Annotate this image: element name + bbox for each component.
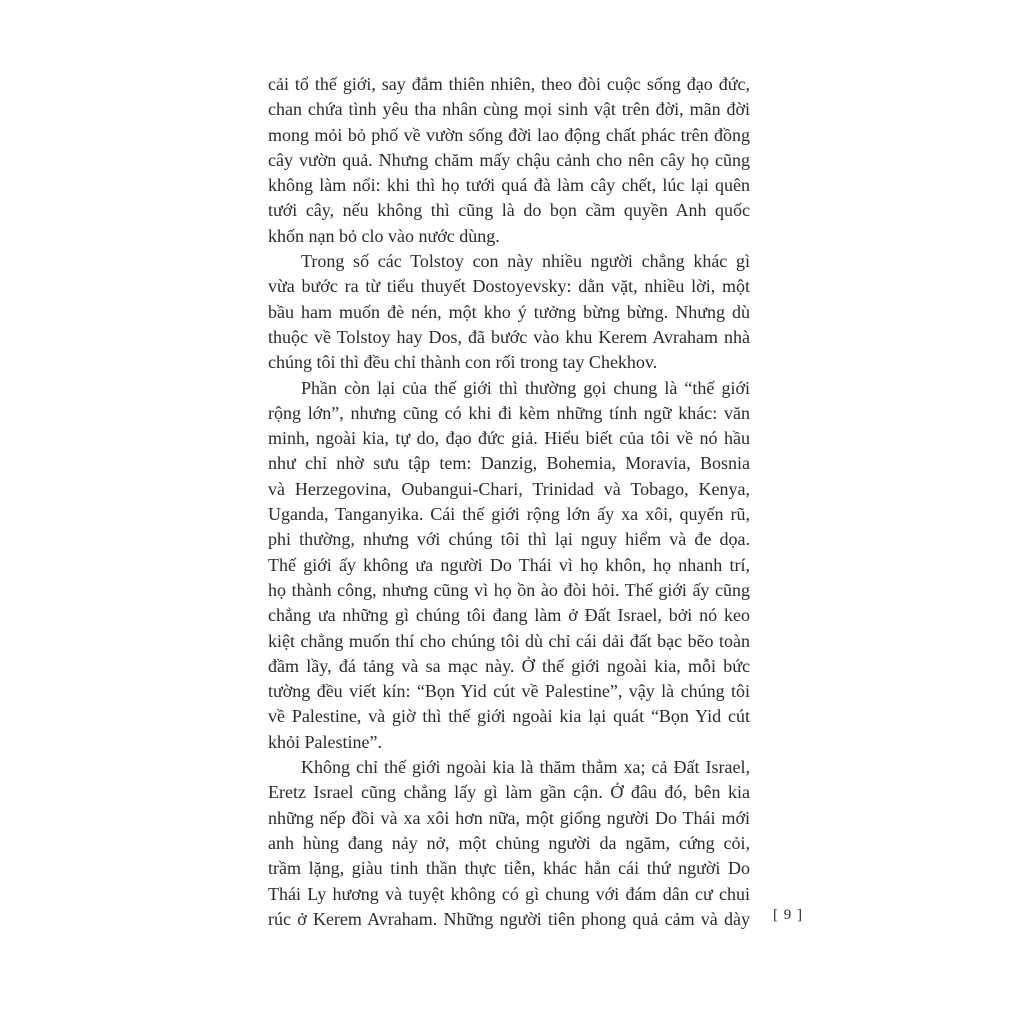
paragraph [268,755,750,932]
text-line: mong mỏi bỏ phố về vườn sống đời lao động chất phác trên đồng [268,124,750,145]
text-line: về Palestine, và giờ thì thế giới ngoài kia lại quát “Bọn Yid cút [268,706,750,727]
text-line: vừa bước ra từ tiểu thuyết Dostoyevsky: dằn vặt, nhiều lời, một [268,276,750,297]
text-line: cải tổ thế giới, say đắm thiên nhiên, theo đòi cuộc sống đạo đức, [268,74,750,94]
text-line: Uganda, Tanganyika. Cái thế giới rộng lớn ấy xa xôi, quyến rũ, [268,504,750,525]
text-line: anh hùng đang nảy nở, một chủng người da ngăm, cứng cỏi, [268,832,750,853]
text-line: như chỉ nhờ sưu tập tem: Danzig, Bohemia, Moravia, Bosnia [268,453,750,474]
text-line: cây vườn quả. Nhưng chăm mấy chậu cảnh cho nên cây họ cũng [268,149,750,170]
text-line: chẳng ưa những gì chúng tôi đang làm ở Đất Israel, bởi nó keo [268,605,750,626]
text-line: Thế giới ấy không ưa người Do Thái vì họ khôn, họ nhanh trí, [268,554,750,575]
text-line: họ thành công, nhưng cũng vì họ ồn ào đòi hỏi. Thế giới ấy cũng [268,579,750,600]
text-line: Eretz Israel cũng chẳng lấy gì làm gần cận. Ở đâu đó, bên kia [268,782,750,803]
text-line: Phần còn lại của thế giới thì thường gọi chung là “thế giới [301,377,750,398]
text-line: tưới cây, nếu không thì cũng là do bọn cầm quyền Anh quốc [268,200,750,221]
text-line: tường đều viết kín: “Bọn Yid cút về Palestine”, vậy là chúng tôi [268,681,750,702]
page-number: [ 9 ] [773,907,803,923]
text-line: và Herzegovina, Oubangui-Chari, Trinidad và Tobago, Kenya, [268,478,750,499]
text-line: Trong số các Tolstoy con này nhiều người chẳng khác gì [301,251,750,272]
text-line: rúc ở Kerem Avraham. Những người tiên phong quả cảm và dày [268,908,750,929]
text-line: bầu ham muốn đè nén, một kho ý tưởng bừng bừng. Nhưng dù [268,301,750,322]
paragraph [268,376,750,755]
text-line: rộng lớn”, nhưng cũng có khi đi kèm những tính ngữ khác: văn [268,402,750,423]
paragraph [268,72,750,249]
text-line: khốn nạn bỏ clo vào nước dùng. [268,225,500,246]
text-line: minh, ngoài kia, tự do, đạo đức giả. Hiểu biết của tôi về nó hầu [268,428,750,449]
text-line: kiệt chẳng muốn thí cho chúng tôi dù chỉ cái dải đất bạc bẽo toàn [268,630,750,651]
body-text [268,72,750,932]
text-line: thuộc về Tolstoy hay Dos, đã bước vào khu Kerem Avraham nhà [268,326,750,347]
text-line: đầm lầy, đá tảng và sa mạc này. Ở thế giới ngoài kia, mỗi bức [268,655,750,676]
text-line: chúng tôi thì đều chỉ thành con rối trong tay Chekhov. [268,352,658,373]
paragraph [268,249,750,375]
text-line: khỏi Palestine”. [268,731,382,752]
text-line: Không chỉ thế giới ngoài kia là thăm thẳm xa; cả Đất Israel, [301,757,750,778]
text-line: Thái Ly hương và tuyệt không có gì chung với đám dân cư chui [268,883,750,904]
text-line: trầm lặng, giàu tinh thần thực tiễn, khác hẳn cái thứ người Do [268,858,750,879]
text-line: phi thường, nhưng với chúng tôi thì lại nguy hiểm và đe dọa. [268,529,750,550]
text-line: không làm nổi: khi thì họ tưới quá đà làm cây chết, lúc lại quên [268,175,750,196]
text-line: những nếp đồi và xa xôi hơn nữa, một giống người Do Thái mới [268,807,750,828]
text-line: chan chứa tình yêu tha nhân cùng mọi sinh vật trên đời, mãn đời [268,99,750,120]
